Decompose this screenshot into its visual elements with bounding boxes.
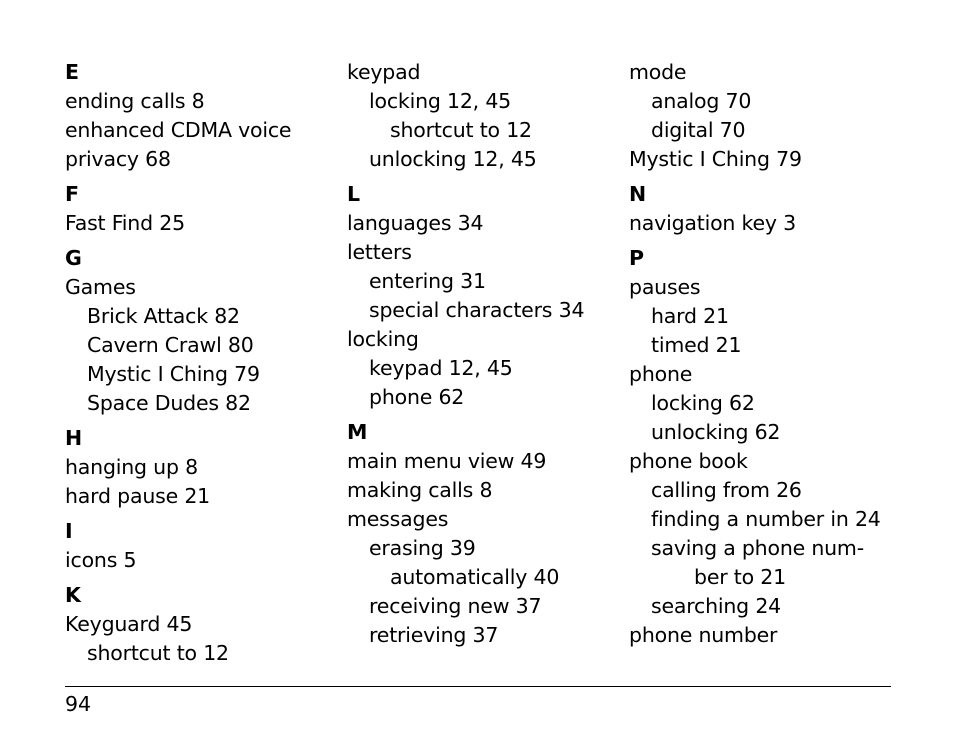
index-subentry: shortcut to 12 (87, 641, 229, 665)
index-section-letter: F (65, 182, 80, 206)
index-entry: languages 34 (347, 211, 484, 235)
index-entry: keypad (347, 60, 421, 84)
index-subentry: receiving new 37 (369, 594, 542, 618)
index-entry: pauses (629, 275, 701, 299)
index-subentry: entering 31 (369, 269, 486, 293)
index-entry: making calls 8 (347, 478, 493, 502)
index-entry: main menu view 49 (347, 449, 547, 473)
index-entry: navigation key 3 (629, 211, 796, 235)
index-subentry: automatically 40 (390, 565, 560, 589)
index-entry: phone (629, 362, 693, 386)
index-subentry: erasing 39 (369, 536, 476, 560)
index-entry: letters (347, 240, 412, 264)
index-subentry: Brick Attack 82 (87, 304, 240, 328)
page-number: 94 (65, 692, 92, 716)
index-subentry: saving a phone num- (651, 536, 864, 560)
index-entry: phone book (629, 449, 748, 473)
index-section-letter: N (629, 182, 647, 206)
index-column-1 (65, 58, 335, 668)
index-subentry: phone 62 (369, 385, 465, 409)
index-entry: Keyguard 45 (65, 612, 193, 636)
index-entry: hard pause 21 (65, 484, 211, 508)
index-subentry: Space Dudes 82 (87, 391, 251, 415)
index-subentry: locking 62 (651, 391, 755, 415)
footer-divider (65, 686, 891, 687)
index-subentry: unlocking 62 (651, 420, 781, 444)
index-section-letter: L (347, 182, 361, 206)
index-section-letter: M (347, 420, 368, 444)
index-entry: Games (65, 275, 136, 299)
index-subentry: ber to 21 (694, 565, 786, 589)
index-subentry: locking 12, 45 (369, 89, 512, 113)
index-subentry: shortcut to 12 (390, 118, 532, 142)
index-subentry: Cavern Crawl 80 (87, 333, 254, 357)
index-entry: hanging up 8 (65, 455, 198, 479)
index-section-letter: G (65, 246, 82, 270)
index-subentry: searching 24 (651, 594, 781, 618)
index-section-letter: K (65, 583, 81, 607)
index-section-letter: P (629, 246, 645, 270)
index-section-letter: H (65, 426, 83, 450)
index-column-3 (629, 58, 899, 650)
index-subentry: calling from 26 (651, 478, 802, 502)
index-entry: privacy 68 (65, 147, 171, 171)
index-subentry: digital 70 (651, 118, 746, 142)
index-subentry: special characters 34 (369, 298, 585, 322)
index-subentry: keypad 12, 45 (369, 356, 513, 380)
index-entry: mode (629, 60, 687, 84)
index-section-letter: I (65, 519, 73, 543)
index-entry: Mystic I Ching 79 (629, 147, 802, 171)
index-subentry: retrieving 37 (369, 623, 499, 647)
index-subentry: timed 21 (651, 333, 742, 357)
index-entry: phone number (629, 623, 778, 647)
index-subentry: finding a number in 24 (651, 507, 881, 531)
index-entry: icons 5 (65, 548, 137, 572)
index-subentry: unlocking 12, 45 (369, 147, 537, 171)
index-subentry: hard 21 (651, 304, 729, 328)
index-entry: locking (347, 327, 419, 351)
index-subentry: Mystic I Ching 79 (87, 362, 260, 386)
index-entry: messages (347, 507, 449, 531)
index-entry: Fast Find 25 (65, 211, 185, 235)
index-section-letter: E (65, 60, 80, 84)
index-column-2 (347, 58, 617, 650)
index-entry: ending calls 8 (65, 89, 205, 113)
index-subentry: analog 70 (651, 89, 752, 113)
index-entry: enhanced CDMA voice (65, 118, 292, 142)
